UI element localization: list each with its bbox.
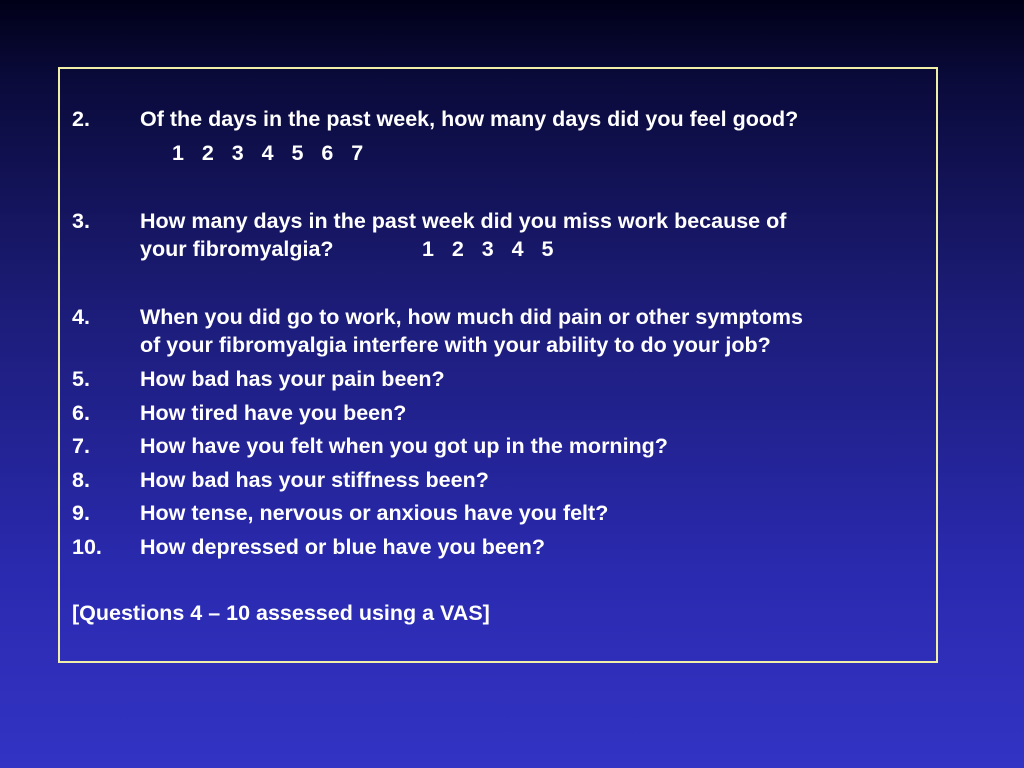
question-text: When you did go to work, how much did pain or other symptoms of your fibromyalgia interfere with your ability to do your job? <box>140 305 803 357</box>
question-10 <box>72 533 545 561</box>
question-text: How tired have you been? <box>140 401 407 425</box>
question-number: 4. <box>72 305 90 329</box>
question-number: 7. <box>72 434 90 458</box>
question-text: How have you felt when you got up in the morning? <box>140 434 668 458</box>
question-panel <box>58 67 938 663</box>
question-number: 10. <box>72 535 102 559</box>
question-number: 9. <box>72 501 90 525</box>
question-6 <box>72 399 406 427</box>
question-number: 5. <box>72 367 90 391</box>
question-5 <box>72 365 445 393</box>
question-text: How many days in the past week did you miss work because of your fibromyalgia? <box>140 209 787 261</box>
question-8 <box>72 466 489 494</box>
question-text: How depressed or blue have you been? <box>140 535 546 559</box>
question-7 <box>72 432 668 460</box>
question-text: How bad has your stiffness been? <box>140 468 489 492</box>
question-number: 3. <box>72 209 90 233</box>
question-text: How tense, nervous or anxious have you felt? <box>140 501 609 525</box>
question-number: 2. <box>72 107 90 131</box>
question-number: 6. <box>72 401 90 425</box>
question-2 <box>72 105 798 133</box>
question-4 <box>72 303 803 359</box>
rating-scale-days-good: 1 2 3 4 5 6 7 <box>172 141 364 165</box>
question-number: 8. <box>72 468 90 492</box>
rating-scale-days-missed: 1 2 3 4 5 <box>422 237 554 261</box>
question-9 <box>72 499 608 527</box>
vas-note: [Questions 4 – 10 assessed using a VAS] <box>72 601 490 625</box>
question-text: How bad has your pain been? <box>140 367 445 391</box>
question-text: Of the days in the past week, how many days did you feel good? <box>140 107 799 131</box>
